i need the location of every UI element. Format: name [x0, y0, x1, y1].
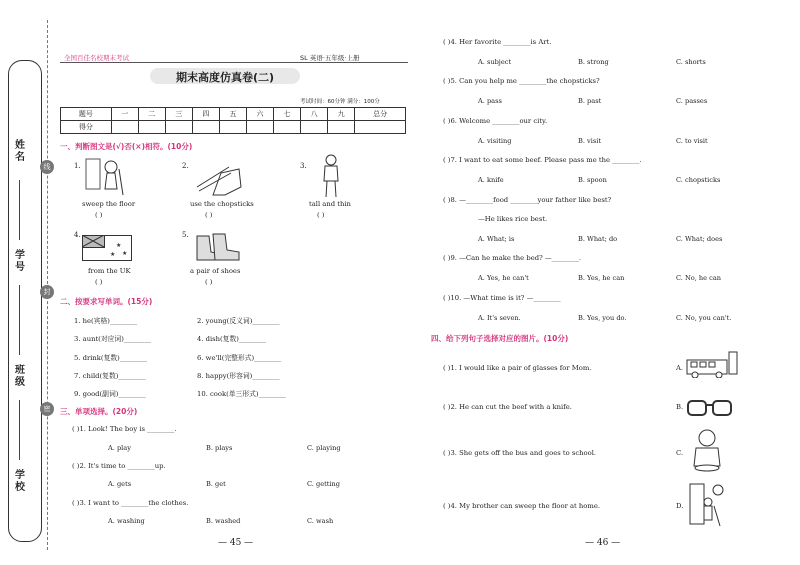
class-blank[interactable] — [19, 400, 20, 460]
match-question-4[interactable]: ( )4. My brother can sweep the floor at home. — [443, 502, 601, 510]
picture-letter-b: B. — [676, 403, 684, 411]
match-question-2[interactable]: ( )2. He can cut the beef with a knife. — [443, 403, 572, 411]
word-item-4[interactable]: 4. dish(复数)________ — [197, 335, 267, 343]
mc1-option-b[interactable]: B. plays — [206, 444, 233, 452]
section1-title: 一、判断图文是(√)否(×)相符。(10分) — [60, 142, 193, 151]
s1-caption-2: use the chopsticks — [190, 200, 254, 208]
score-input[interactable] — [111, 121, 138, 134]
mc-question-1[interactable]: ( )1. Look! The boy is ________. — [72, 425, 177, 433]
mc-question-3[interactable]: ( )3. I want to ________the clothes. — [72, 499, 189, 507]
school-label: 学校 — [15, 470, 25, 493]
match-question-1[interactable]: ( )1. I would like a pair of glasses for Mom. — [443, 364, 592, 372]
s1-answer-1[interactable]: ( ) — [95, 211, 103, 219]
score-input[interactable] — [165, 121, 192, 134]
score-cell: 三 — [165, 108, 192, 121]
s1-answer-5[interactable]: ( ) — [205, 278, 213, 286]
student-id-blank[interactable] — [19, 285, 20, 355]
class-label: 班级 — [15, 365, 25, 388]
mc2-option-a[interactable]: A. gets — [108, 480, 132, 488]
score-cell: 总分 — [355, 108, 406, 121]
girl-sweeping-picture — [85, 155, 127, 197]
score-input[interactable] — [138, 121, 165, 134]
word-item-3[interactable]: 3. aunt(对应词)________ — [74, 335, 152, 343]
mc6-option-b[interactable]: B. visit — [578, 137, 602, 145]
mc8-option-a[interactable]: A. What; is — [478, 235, 515, 243]
boy-standing-picture — [318, 153, 344, 199]
page-number-left: — 45 — — [218, 538, 254, 548]
score-cell: 题号 — [61, 108, 112, 121]
mc7-option-b[interactable]: B. spoon — [578, 176, 607, 184]
score-input[interactable] — [274, 121, 301, 134]
series-label: SL 英语·五年级·上册 — [300, 54, 360, 62]
mc4-option-a[interactable]: A. subject — [478, 58, 512, 66]
s1-num-5: 5. — [182, 231, 189, 239]
glasses-picture — [685, 395, 735, 419]
score-cell: 得分 — [61, 121, 112, 134]
mc10-option-c[interactable]: C. No, you can't. — [676, 314, 732, 322]
mc5-option-b[interactable]: B. past — [578, 97, 602, 105]
hand-chopsticks-picture — [195, 157, 245, 197]
mc8-option-b[interactable]: B. What; do — [578, 235, 618, 243]
tagline: 全国百佳名校期末考试 — [64, 54, 129, 62]
mc8-option-c[interactable]: C. What; does — [676, 235, 723, 243]
mc6-option-c[interactable]: C. to visit — [676, 137, 708, 145]
mc9-option-c[interactable]: C. No, he can — [676, 274, 722, 282]
s1-answer-2[interactable]: ( ) — [205, 211, 213, 219]
score-cell: 四 — [192, 108, 219, 121]
score-table — [60, 107, 406, 134]
s1-num-3: 3. — [300, 162, 307, 170]
score-cell: 五 — [219, 108, 246, 121]
match-question-3[interactable]: ( )3. She gets off the bus and goes to school. — [443, 449, 597, 457]
word-item-7[interactable]: 7. child(复数)________ — [74, 372, 146, 380]
mc-question-8[interactable]: ( )8. —________food ________your father like best? — [443, 196, 612, 204]
picture-letter-a: A. — [676, 364, 684, 372]
mc-question-6[interactable]: ( )6. Welcome ________our city. — [443, 117, 548, 125]
mc3-option-b[interactable]: B. washed — [206, 517, 241, 525]
mc10-option-b[interactable]: B. Yes, you do. — [578, 314, 627, 322]
mc-question-9[interactable]: ( )9. —Can he make the bed? —________. — [443, 254, 582, 262]
score-cell: 六 — [246, 108, 273, 121]
word-item-2[interactable]: 2. young(反义词)________ — [197, 317, 280, 325]
s1-answer-3[interactable]: ( ) — [317, 211, 325, 219]
sweeping-room-picture — [688, 482, 728, 528]
picture-letter-d: D. — [676, 502, 684, 510]
s1-num-2: 2. — [182, 162, 189, 170]
word-item-6[interactable]: 6. we'll(完整形式)________ — [197, 354, 282, 362]
s1-num-1: 1. — [74, 162, 81, 170]
mc2-option-c[interactable]: C. getting — [307, 480, 341, 488]
s1-num-4: 4. — [74, 231, 81, 239]
page-title: 期末高度仿真卷(二) — [175, 71, 275, 84]
svg-text:★: ★ — [110, 251, 116, 258]
mc5-option-c[interactable]: C. passes — [676, 97, 708, 105]
mc-question-5[interactable]: ( )5. Can you help me ________the chopsticks? — [443, 77, 600, 85]
mc10-option-a[interactable]: A. It's seven. — [478, 314, 521, 322]
word-item-10[interactable]: 10. cook(单三形式)________ — [197, 390, 286, 398]
mc1-option-c[interactable]: C. playing — [307, 444, 341, 452]
svg-text:★: ★ — [116, 242, 122, 249]
word-item-5[interactable]: 5. drink(复数)________ — [74, 354, 148, 362]
score-input[interactable] — [219, 121, 246, 134]
s1-caption-5: a pair of shoes — [190, 267, 241, 275]
section3-title: 三、单项选择。(20分) — [60, 407, 138, 416]
bus-picture — [685, 350, 740, 378]
seal-secret: 密 — [40, 402, 54, 416]
picture-letter-c: C. — [676, 449, 684, 457]
score-cell: 七 — [274, 108, 301, 121]
mc3-option-c[interactable]: C. wash — [307, 517, 334, 525]
mc2-option-b[interactable]: B. get — [206, 480, 226, 488]
score-input[interactable] — [301, 121, 328, 134]
score-cell: 九 — [328, 108, 355, 121]
score-value-row — [61, 121, 406, 134]
name-label: 姓名 — [15, 140, 25, 163]
word-item-8[interactable]: 8. happy(形容词)________ — [197, 372, 280, 380]
seal-line: 线 — [40, 160, 54, 174]
mc9-option-b[interactable]: B. Yes, he can — [578, 274, 625, 282]
score-input[interactable] — [328, 121, 355, 134]
s1-caption-3: tall and thin — [309, 200, 351, 208]
section2-title: 二、按要求写单词。(15分) — [60, 297, 153, 306]
score-input[interactable] — [246, 121, 273, 134]
score-input[interactable] — [192, 121, 219, 134]
mc8-response: —He likes rice best. — [478, 215, 548, 223]
header-rule — [60, 62, 408, 63]
mc4-option-b[interactable]: B. strong — [578, 58, 609, 66]
mc6-option-a[interactable]: A. visiting — [478, 137, 512, 145]
mc-question-4[interactable]: ( )4. Her favorite ________is Art. — [443, 38, 552, 46]
boy-eating-picture — [690, 428, 724, 472]
mc4-option-c[interactable]: C. shorts — [676, 58, 706, 66]
mc3-option-a[interactable]: A. washing — [108, 517, 145, 525]
mc5-option-a[interactable]: A. pass — [478, 97, 502, 105]
score-cell: 一 — [111, 108, 138, 121]
word-item-9[interactable]: 9. good(副词)________ — [74, 390, 146, 398]
mc-question-2[interactable]: ( )2. It's time to ________up. — [72, 462, 166, 470]
page-number-right: — 46 — — [585, 538, 621, 548]
name-blank[interactable] — [19, 180, 20, 240]
s1-caption-1: sweep the floor — [82, 200, 136, 208]
mc9-option-a[interactable]: A. Yes, he can't — [478, 274, 529, 282]
mc1-option-a[interactable]: A. play — [108, 444, 131, 452]
section4-title: 四、给下列句子选择对应的图片。(10分) — [431, 334, 569, 343]
score-header-row — [61, 108, 406, 121]
exam-info: 考试时间：60分钟 满分：100分 — [300, 99, 380, 105]
word-item-1[interactable]: 1. he(宾格)________ — [74, 317, 138, 325]
seal-seal: 封 — [40, 285, 54, 299]
score-cell: 八 — [301, 108, 328, 121]
svg-text:★: ★ — [122, 250, 128, 257]
student-id-label: 学号 — [15, 250, 25, 273]
mc-question-10[interactable]: ( )10. —What time is it? —________ — [443, 294, 561, 302]
flag-picture — [82, 235, 132, 261]
mc-question-7[interactable]: ( )7. I want to eat some beef. Please pass me the ________. — [443, 156, 642, 164]
score-cell: 二 — [138, 108, 165, 121]
mc7-option-c[interactable]: C. chopsticks — [676, 176, 721, 184]
mc7-option-a[interactable]: A. knife — [478, 176, 504, 184]
s1-caption-4: from the UK — [88, 267, 131, 275]
score-input[interactable] — [355, 121, 406, 134]
s1-answer-4[interactable]: ( ) — [95, 278, 103, 286]
binding-sidebar — [0, 0, 56, 565]
boots-picture — [193, 232, 241, 264]
